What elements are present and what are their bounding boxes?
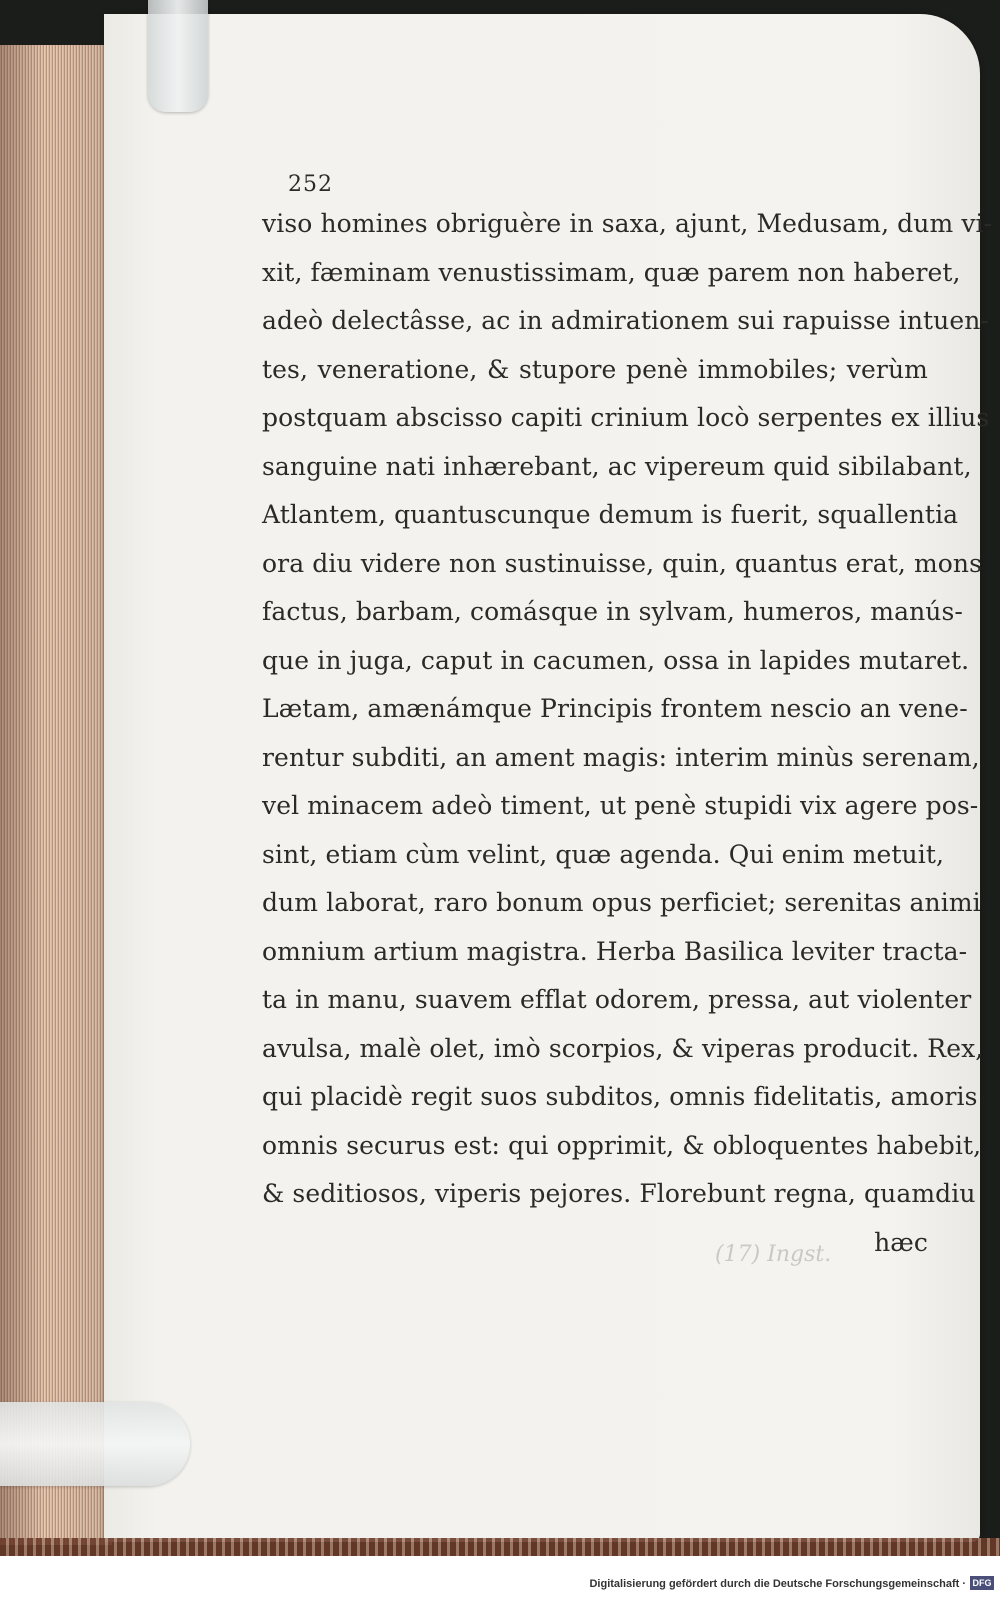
bottom-binding-edge [0, 1538, 1000, 1556]
text-line: Atlantem, quantuscunque demum is fuerit, squallentia [262, 500, 959, 529]
text-line: sint, etiam cùm velint, quæ agenda. Qui enim metuit, [262, 839, 945, 869]
text-line: avulsa, malè olet, imò scorpios, & viperas producit. Rex, [262, 1033, 984, 1063]
text-line: sanguine nati inhærebant, ac vipereum quid sibilabant, [262, 451, 972, 481]
text-line: adeò delectâsse, ac in admirationem sui rapuisse intuen- [262, 306, 990, 335]
text-line: tes, veneratione, & stupore penè immobiles; verùm [262, 354, 928, 384]
text-line: qui placidè regit suos subditos, omnis fidelitatis, amoris [262, 1082, 978, 1111]
bottom-page-clip [0, 1402, 190, 1486]
dfg-logo-icon: DFG [970, 1576, 994, 1590]
text-line: factus, barbam, comásque in sylvam, humeros, manús- [262, 597, 963, 626]
funding-credit: Digitalisierung gefördert durch die Deutsche Forschungsgemeinschaft · [589, 1578, 966, 1590]
page-number: 252 [288, 172, 333, 197]
text-line: xit, fæminam venustissimam, quæ parem non haberet, [262, 257, 961, 287]
text-line: omnium artium magistra. Herba Basilica leviter tracta- [262, 936, 968, 966]
text-line: dum laborat, raro bonum opus perficiet; serenitas animi [262, 888, 981, 917]
text-line: ta in manu, suavem efflat odorem, pressa, aut violenter [262, 985, 972, 1014]
catchword: hæc [874, 1227, 928, 1257]
text-line: que in juga, caput in cacumen, ossa in lapides mutaret. [262, 645, 970, 675]
manuscript-annotation: (17) Ingst. [715, 1242, 832, 1267]
text-body [262, 200, 993, 1267]
text-line: Lætam, amænámque Principis frontem nescio an vene- [262, 694, 968, 723]
text-line: & seditiosos, viperis pejores. Florebunt regna, quamdiu [262, 1179, 976, 1208]
text-line: viso homines obriguère in saxa, ajunt, Medusam, dum vi- [262, 209, 993, 238]
text-line: omnis securus est: qui opprimit, & obloquentes habebit, [262, 1130, 982, 1160]
text-line: ora diu videre non sustinuisse, quin, quantus erat, mons [262, 548, 983, 578]
text-line: vel minacem adeò timent, ut penè stupidi vix agere pos- [262, 791, 979, 820]
text-line: rentur subditi, an ament magis: interim minùs serenam, [262, 742, 980, 772]
page-edges [0, 45, 112, 1545]
top-page-clip [148, 0, 208, 112]
text-line: postquam abscisso capiti crinium locò serpentes ex illius [262, 403, 990, 432]
